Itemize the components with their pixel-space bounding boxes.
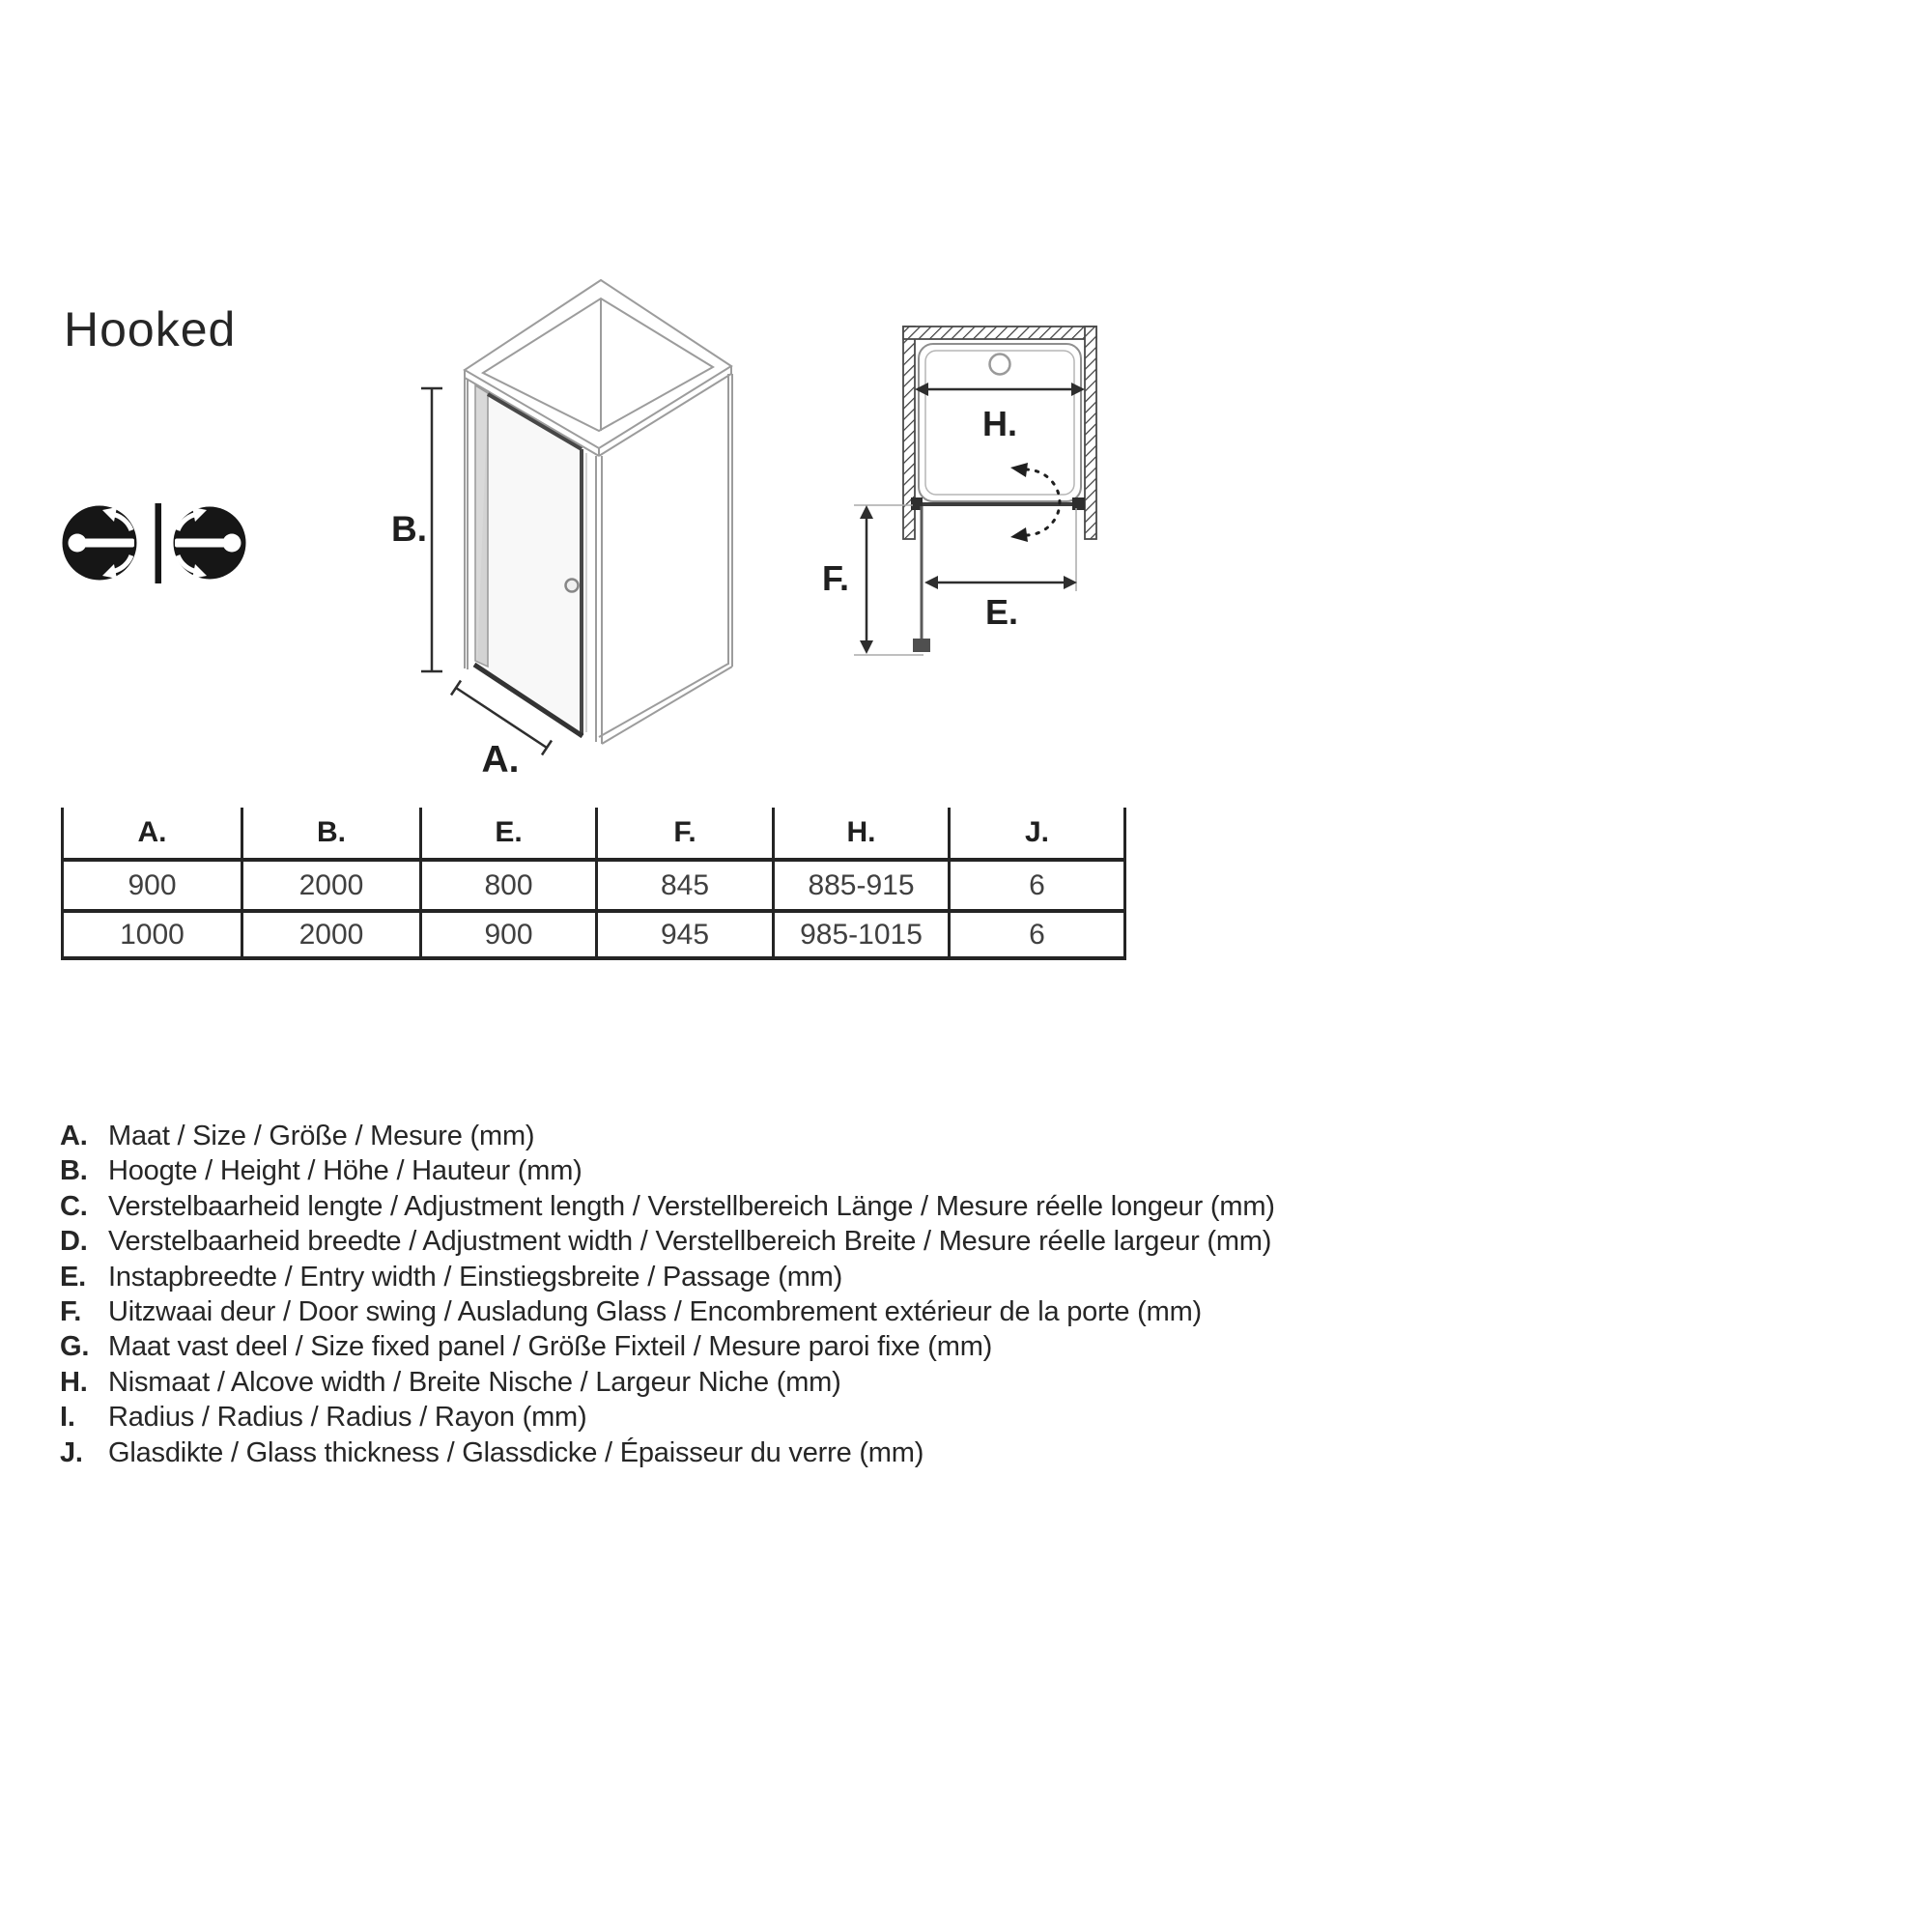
legend-item: [60, 1365, 1275, 1400]
legend-item: [60, 1119, 1275, 1153]
cell-entry: 900: [421, 911, 597, 958]
cell-swing: 945: [597, 911, 774, 958]
legend-text: Hoogte / Height / Höhe / Hauteur (mm): [108, 1155, 582, 1187]
page-title: Hooked: [64, 302, 237, 356]
legend-text: Maat vast deel / Size fixed panel / Größe Fixteil / Mesure paroi fixe (mm): [108, 1331, 993, 1363]
legend-item: [60, 1189, 1275, 1224]
iso-height-label: B.: [391, 509, 427, 549]
cell-swing: 845: [597, 860, 774, 911]
cell-height: 2000: [242, 911, 421, 958]
legend-text: Verstelbaarheid lengte / Adjustment length / Verstellbereich Länge / Mesure réelle longeur (mm): [108, 1190, 1275, 1222]
legend-key: H.: [60, 1366, 88, 1398]
door-swing-right-icon: [174, 507, 246, 580]
legend-text: Verstelbaarheid breedte / Adjustment width / Verstellbereich Breite / Mesure réelle largeur (mm): [108, 1226, 1272, 1258]
table-row: [63, 911, 1125, 958]
drain-icon: [990, 355, 1010, 375]
legend-text: Nismaat / Alcove width / Breite Nische / Largeur Niche (mm): [108, 1366, 841, 1398]
cell-height: 2000: [242, 860, 421, 911]
col-header-a: A.: [63, 808, 242, 860]
right-wall: [1085, 327, 1096, 539]
col-header-e: E.: [421, 808, 597, 860]
legend-text: Instapbreedte / Entry width / Einstiegsbreite / Passage (mm): [108, 1261, 843, 1293]
cell-glass: 6: [950, 860, 1125, 911]
cell-alcove: 985-1015: [774, 911, 950, 958]
legend-text: Maat / Size / Größe / Mesure (mm): [108, 1121, 535, 1151]
legend-key: G.: [60, 1331, 90, 1363]
legend-key: B.: [60, 1155, 88, 1187]
icon-separator: [156, 503, 162, 583]
legend-item: [60, 1153, 1275, 1188]
cell-size: 900: [63, 860, 242, 911]
plan-alcove-label: H.: [982, 404, 1017, 443]
dimension-alcove-h: [915, 383, 1085, 396]
legend-key: E.: [60, 1261, 86, 1293]
technical-drawings: [0, 0, 1208, 831]
plan-entry-label: E.: [984, 592, 1019, 632]
door-swing-icons: [63, 503, 246, 583]
col-header-f: F.: [597, 808, 774, 860]
legend-item: [60, 1224, 1275, 1259]
legend-key: J.: [60, 1436, 83, 1468]
legend-text: Glasdikte / Glass thickness / Glassdicke / Épaisseur du verre (mm): [108, 1436, 924, 1468]
cell-alcove: 885-915: [774, 860, 950, 911]
dimensions-table: [61, 808, 1126, 960]
legend-text: Uitzwaai deur / Door swing / Ausladung Glass / Encombrement extérieur de la porte (mm): [108, 1296, 1203, 1328]
iso-width-label: A.: [481, 739, 520, 781]
legend-item: [60, 1260, 1275, 1294]
door-handle-plan: [913, 639, 930, 652]
isometric-enclosure-drawing: [465, 280, 732, 744]
back-wall: [903, 327, 1096, 339]
legend-item: [60, 1294, 1275, 1329]
table-row: [63, 860, 1125, 911]
legend-text: Radius / Radius / Radius / Rayon (mm): [108, 1402, 587, 1434]
col-header-j: J.: [950, 808, 1125, 860]
plan-view-drawing: [854, 327, 1096, 655]
legend-key: A.: [60, 1121, 88, 1151]
legend-item: [60, 1400, 1275, 1435]
legend-key: I.: [60, 1402, 75, 1434]
legend-key: D.: [60, 1226, 88, 1258]
cell-entry: 800: [421, 860, 597, 911]
door-handle-knob: [566, 580, 579, 592]
dimension-legend: [60, 1119, 1275, 1470]
col-header-b: B.: [242, 808, 421, 860]
plan-swing-label: F.: [821, 558, 850, 598]
legend-item: [60, 1329, 1275, 1364]
col-header-h: H.: [774, 808, 950, 860]
cell-glass: 6: [950, 911, 1125, 958]
door-swing-left-icon: [63, 506, 137, 581]
legend-key: F.: [60, 1296, 82, 1328]
legend-key: C.: [60, 1190, 88, 1222]
table-header-row: [63, 808, 1125, 860]
cell-size: 1000: [63, 911, 242, 958]
legend-item: [60, 1435, 1275, 1470]
